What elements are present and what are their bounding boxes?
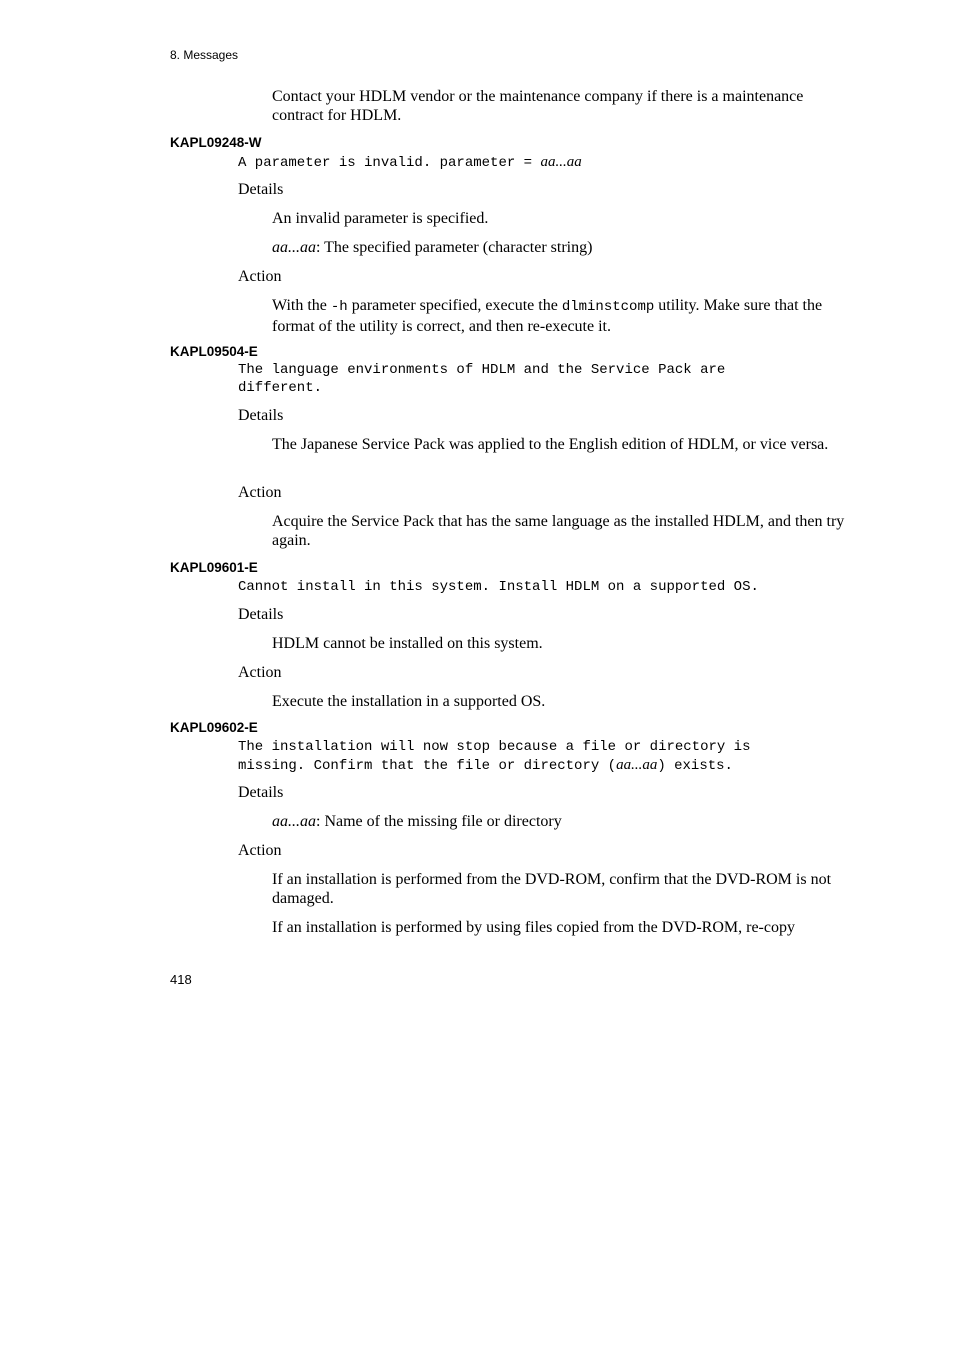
variable-description: : Name of the missing file or directory (316, 813, 562, 830)
details-paragraph: HDLM cannot be installed on this system. (272, 635, 543, 652)
message-text (238, 153, 858, 172)
details-label: Details (238, 407, 284, 424)
action-text: parameter specified, execute the (347, 297, 562, 314)
action-label: Action (238, 484, 282, 501)
variable-description: : The specified parameter (character string) (316, 239, 593, 256)
action-paragraph (272, 296, 847, 336)
message-variable: aa...aa (616, 757, 658, 773)
page-number: 418 (170, 972, 192, 987)
message-id: KAPL09601-E (170, 560, 258, 575)
message-line: different. (238, 380, 323, 396)
variable-name: aa...aa (272, 813, 316, 830)
details-paragraph (272, 812, 847, 831)
message-text-body: missing. Confirm that the file or directory ( (238, 758, 617, 774)
message-text-body: ) exists. (657, 758, 733, 774)
action-paragraph: If an installation is performed from the DVD-ROM, confirm that the DVD-ROM is not damaged. (272, 871, 832, 907)
message-id: KAPL09602-E (170, 720, 258, 735)
message-variable: aa...aa (540, 154, 582, 170)
action-text: With the (272, 297, 331, 314)
intro-paragraph: Contact your HDLM vendor or the maintenance company if there is a maintenance contract for HDLM. (272, 88, 804, 124)
message-id: KAPL09248-W (170, 135, 262, 150)
message-text-body: A parameter is invalid. parameter = (238, 155, 541, 171)
details-label: Details (238, 181, 284, 198)
message-line: The installation will now stop because a file or directory is (238, 739, 751, 755)
details-label: Details (238, 606, 284, 623)
action-label: Action (238, 842, 282, 859)
option-code: -h (330, 299, 348, 315)
action-paragraph: Execute the installation in a supported OS. (272, 693, 546, 710)
running-header: 8. Messages (170, 48, 239, 62)
details-label: Details (238, 784, 284, 801)
message-text: Cannot install in this system. Install HDLM on a supported OS. (238, 579, 759, 595)
message-text (238, 738, 858, 775)
action-paragraph: Acquire the Service Pack that has the same language as the installed HDLM, and then try again. (272, 513, 845, 549)
details-paragraph (272, 238, 847, 257)
action-label: Action (238, 664, 282, 681)
details-paragraph: The Japanese Service Pack was applied to the English edition of HDLM, or vice versa. (272, 436, 829, 453)
message-line (238, 756, 858, 775)
message-id: KAPL09504-E (170, 344, 258, 359)
message-text (238, 361, 858, 397)
utility-code: dlminstcomp (561, 299, 655, 315)
message-line: The language environments of HDLM and the Service Pack are (238, 362, 726, 378)
action-text: utility. Make sure that the format of the utility is correct, and then re-execute it. (272, 297, 823, 335)
action-paragraph: If an installation is performed by using files copied from the DVD-ROM, re-copy (272, 919, 795, 936)
details-paragraph: An invalid parameter is specified. (272, 210, 489, 227)
action-label: Action (238, 268, 282, 285)
variable-name: aa...aa (272, 239, 316, 256)
